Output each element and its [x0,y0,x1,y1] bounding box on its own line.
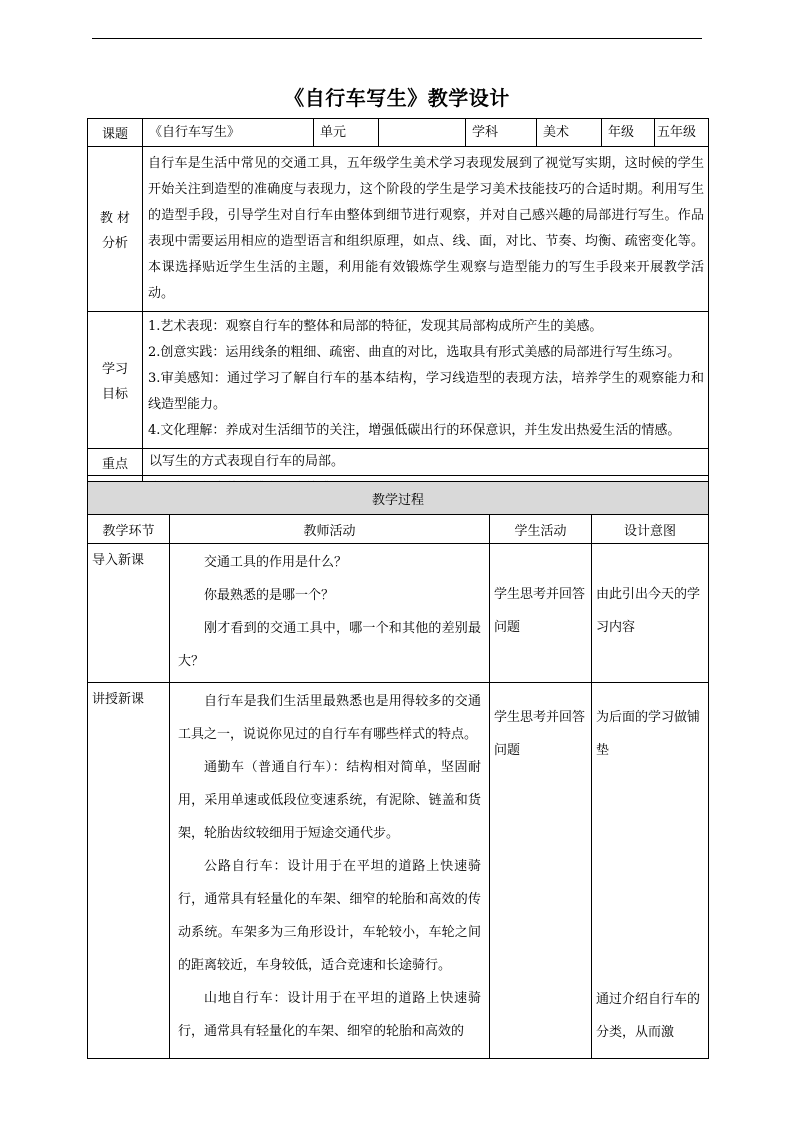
column-header-student: 学生活动 [490,515,592,544]
objectives-label-line1: 学习 [101,362,128,377]
intro-student-text: 学生思考并回答问题 [494,587,586,635]
process-table [87,481,709,1059]
objective-item: 2.创意实践：运用线条的粗细、疏密、曲直的对比，选取具有形式美感的局部进行写生练习。 [148,345,681,360]
analysis-text: 自行车是生活中常见的交通工具，五年级学生美术学习表现发展到了视觉写实期，这时候的学生开始关注到造型的准确度与表现力，这个阶段的学生是学习美术技能技巧的合适时期。利用写生的造型手段，引导学生对自行车由整体到细节进行观察，并对自己感兴趣的局部进行写生。作品表现中需要运用相应的造型语言和组织原理，如点、线、面，对比、节奏、均衡、疏密变化等。本课选择贴近学生生活的主题，利用能有效锻炼学生观察与造型能力的写生手段来开展教学活动。 [143,147,709,312]
analysis-label-line2: 分析 [101,236,128,251]
column-header-teacher: 教师活动 [170,515,490,544]
analysis-label [88,147,143,312]
lecture-student [490,683,592,1059]
header-rule [92,38,702,39]
lecture-intent [592,683,709,1059]
intro-stage-text: 导入新课 [92,553,145,568]
info-table [87,118,709,503]
lecture-student-text: 学生思考并回答问题 [494,710,586,758]
subject-label: 学科 [466,119,537,147]
objectives-label [88,312,143,449]
page-title: 《自行车写生》教学设计 [284,86,510,110]
unit-label: 单元 [314,119,379,147]
intro-intent-text: 由此引出今天的学习内容 [596,587,701,635]
lecture-stage [88,683,170,1059]
lecture-intent-text-1: 为后面的学习做铺垫 [596,710,701,758]
intro-teacher-line: 你最熟悉的是哪一个？ [204,588,335,603]
intro-teacher [170,544,490,683]
lecture-teacher-paragraph: 通勤车（普通自行车）：结构相对简单，坚固耐用，采用单速或低段位变速系统，有泥除、链盖和货架，轮胎齿纹较细用于短途交通代步。 [178,760,481,841]
lecture-teacher-paragraph: 山地自行车：设计用于在平坦的道路上快速骑行，通常具有轻量化的车架、细窄的轮胎和高效的 [178,991,481,1039]
intro-intent [592,544,709,683]
analysis-label-line1: 教 材 [99,211,131,226]
objective-item: 4.文化理解：养成对生活细节的关注，增强低碳出行的环保意识，并生发出热爱生活的情感。 [148,423,681,438]
objectives-label-line2: 目标 [101,387,128,402]
key-point-text: 以写生的方式表现自行车的局部。 [143,449,709,476]
objectives-list [143,312,709,449]
grade-value: 五年级 [655,119,709,147]
intro-stage [88,544,170,683]
process-heading: 教学过程 [88,482,709,515]
lecture-teacher [170,683,490,1059]
objective-item: 1.艺术表现：观察自行车的整体和局部的特征，发现其局部构成所产生的美感。 [148,319,603,334]
course-value: 《自行车写生》 [143,119,314,147]
lecture-intent-text-2: 通过介绍自行车的分类，从而激 [596,992,701,1040]
intro-teacher-line: 交通工具的作用是什么？ [204,555,348,570]
objective-item: 3.审美感知：通过学习了解自行车的基本结构，学习线造型的表现方法，培养学生的观察能力和线造型能力。 [148,371,704,412]
column-header-stage: 教学环节 [88,515,170,544]
lecture-teacher-paragraph: 自行车是我们生活里最熟悉也是用得较多的交通工具之一，说说你见过的自行车有哪些样式的特点。 [178,694,481,742]
intro-teacher-line: 刚才看到的交通工具中，哪一个和其他的差别最大？ [178,621,481,669]
intro-student [490,544,592,683]
key-point-label: 重点 [88,449,143,476]
lecture-teacher-paragraph: 公路自行车：设计用于在平坦的道路上快速骑行，通常具有轻量化的车架、细窄的轮胎和高效的传动系统。车架多为三角形设计，车轮较小，车轮之间的距离较近，车身较低，适合竞速和长途骑行。 [178,859,481,973]
unit-value [379,119,466,147]
subject-value: 美术 [537,119,602,147]
grade-label: 年级 [602,119,655,147]
lecture-stage-text: 讲授新课 [92,692,145,707]
column-header-intent: 设计意图 [592,515,709,544]
course-label: 课题 [88,119,143,147]
